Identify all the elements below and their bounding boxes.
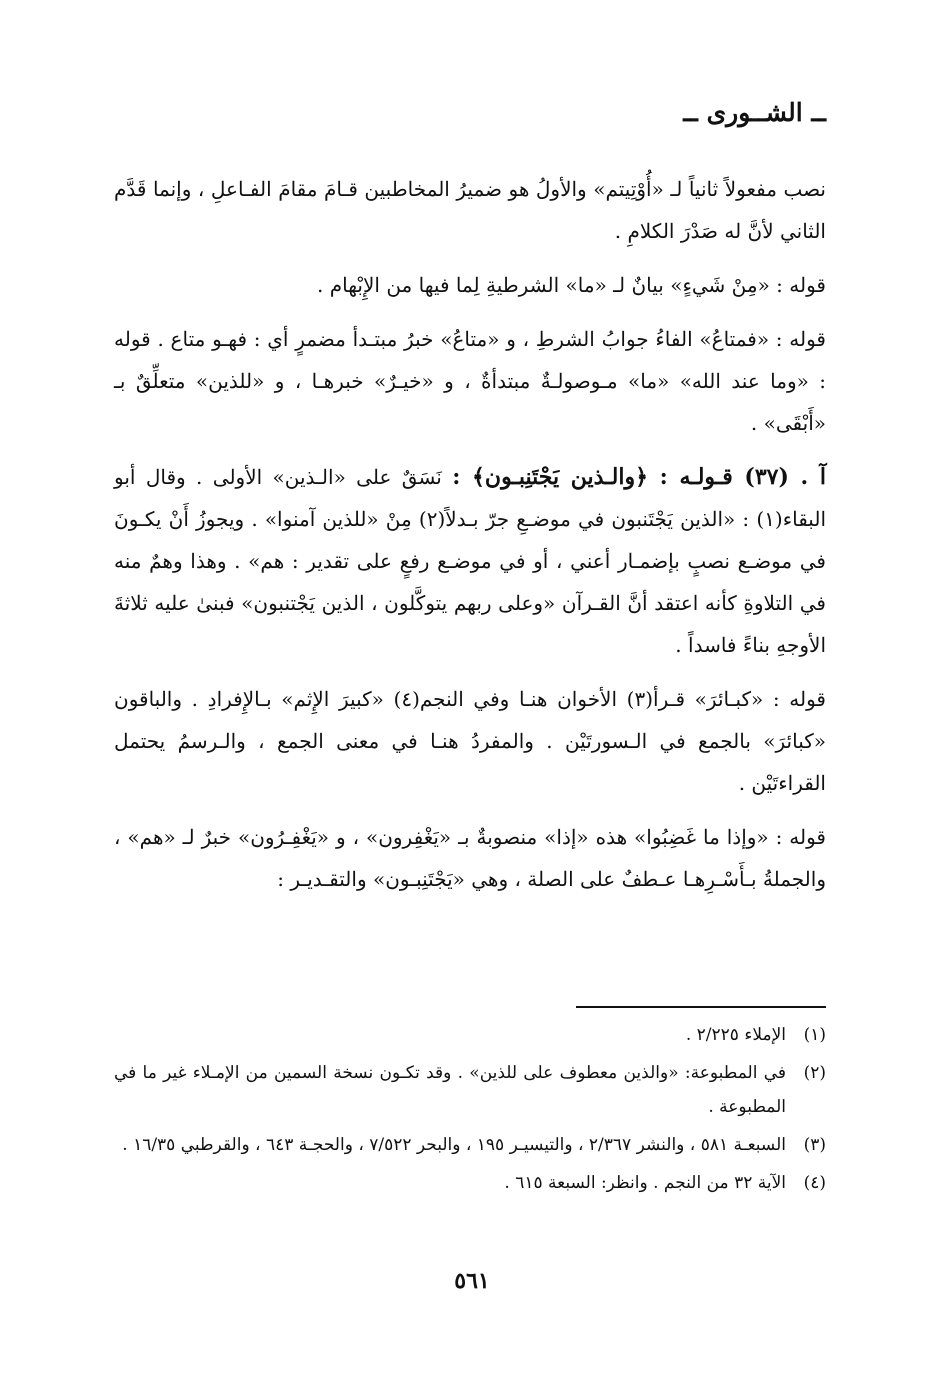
footnote-number: (٣) xyxy=(803,1135,826,1155)
verse-commentary xyxy=(114,456,826,666)
running-head: ــ الشــورى ــ xyxy=(683,98,826,127)
paragraph: قوله : «فمتاعُ» الفاءُ جوابُ الشرطِ ، و «متاعُ» خبرُ مبتـدأ مضمرٍ أي : فهـو متاع . قوله : «وما عند الله» «ما» مـوصولـةٌ مبتدأةٌ ، و «خيـرٌ» خبرهـا ، و «للذين» متعلِّقٌ بـ «أَبْقَى» . xyxy=(114,327,826,435)
footnote xyxy=(114,1018,826,1052)
page-number: ٥٦١ xyxy=(454,1268,490,1294)
footnotes xyxy=(114,1018,826,1204)
footnote-text: الإملاء ٢/٢٢٥ . xyxy=(685,1025,786,1045)
footnote-divider xyxy=(576,1006,826,1008)
paragraph: قوله : «وإذا ما غَضِبُوا» هذه «إذا» منصوبةٌ بـ «يَغْفِرون» ، و «يَغْفِـرُون» خبرٌ لـ «هم» ، والجملةُ بـأَسْـرِهـا عـطفٌ على الصلة ، وهي «يَجْتَنِبـون» والتقـديـر : xyxy=(114,825,826,891)
footnote xyxy=(114,1056,826,1124)
footnote-number: (٤) xyxy=(803,1173,826,1193)
paragraph: قوله : «كبـائرَ» قـرأ(٣) الأخوان هنـا وفي النجم(٤) «كبيرَ الإِثم» بـالإِفرادِ . والباقون «كبائرَ» بالجمع في الـسورتَيْن . والمفردُ هنـا في معنى الجمع ، والـرسمُ يحتمل القراءتَيْن . xyxy=(114,687,826,795)
footnote-text: السبعـة ٥٨١ ، والنشر ٢/٣٦٧ ، والتيسيـر ١٩٥ ، والبحر ٧/٥٢٢ ، والحجـة ٦٤٣ ، والقرطبي ١٦/٣٥ . xyxy=(122,1135,786,1155)
verse-text: نَسَقٌ على «الـذين» الأولى . وقال أبو البقاء(١) : «الذين يَجْتَنبون في موضـعِ جرّ بـدلاً(٢) مِنْ «للذين آمنوا» . ويجوزُ أَنْ يكـونَ في موضـع نصبٍ بإضمـار أعني ، أو في موضـع رفعٍ على تقدير : هم» . وهذا وهمٌ منه في التلاوةِ كأنه اعتقد أنَّ القـرآن «وعلى ربهم يتوكَّلون ، الذين يَجْتنبون» فبنىٰ عليه ثلاثةَ الأوجهِ بناءً فاسداً . xyxy=(114,465,826,657)
main-text xyxy=(114,168,826,912)
footnote xyxy=(114,1128,826,1162)
paragraph: نصب مفعولاً ثانياً لـ «أُوْتِيتم» والأولُ هو ضميرُ المخاطبين قـامَ مقامَ الفـاعلِ ، وإنما قَدَّم الثاني لأنَّ له صَدْرَ الكلامِ . xyxy=(114,177,826,243)
footnote-number: (١) xyxy=(803,1025,826,1045)
footnote-number: (٢) xyxy=(803,1063,826,1083)
footnote-text: الآية ٣٢ من النجم . وانظر: السبعة ٦١٥ . xyxy=(504,1173,786,1193)
verse-heading: آ . (٣٧) قـولـه : ﴿والـذين يَجْتَنِبـون﴾ : xyxy=(452,464,826,490)
paragraph: قوله : «مِنْ شَيءٍ» بيانٌ لـ «ما» الشرطيةِ لِما فيها من الإِبْهام . xyxy=(317,273,826,297)
footnote-text: في المطبوعة: «والذين معطوف على للذين» . وقد تكـون نسخة السمين من الإمـلاء غير ما في المطبوعة . xyxy=(114,1063,786,1117)
footnote xyxy=(114,1166,826,1200)
